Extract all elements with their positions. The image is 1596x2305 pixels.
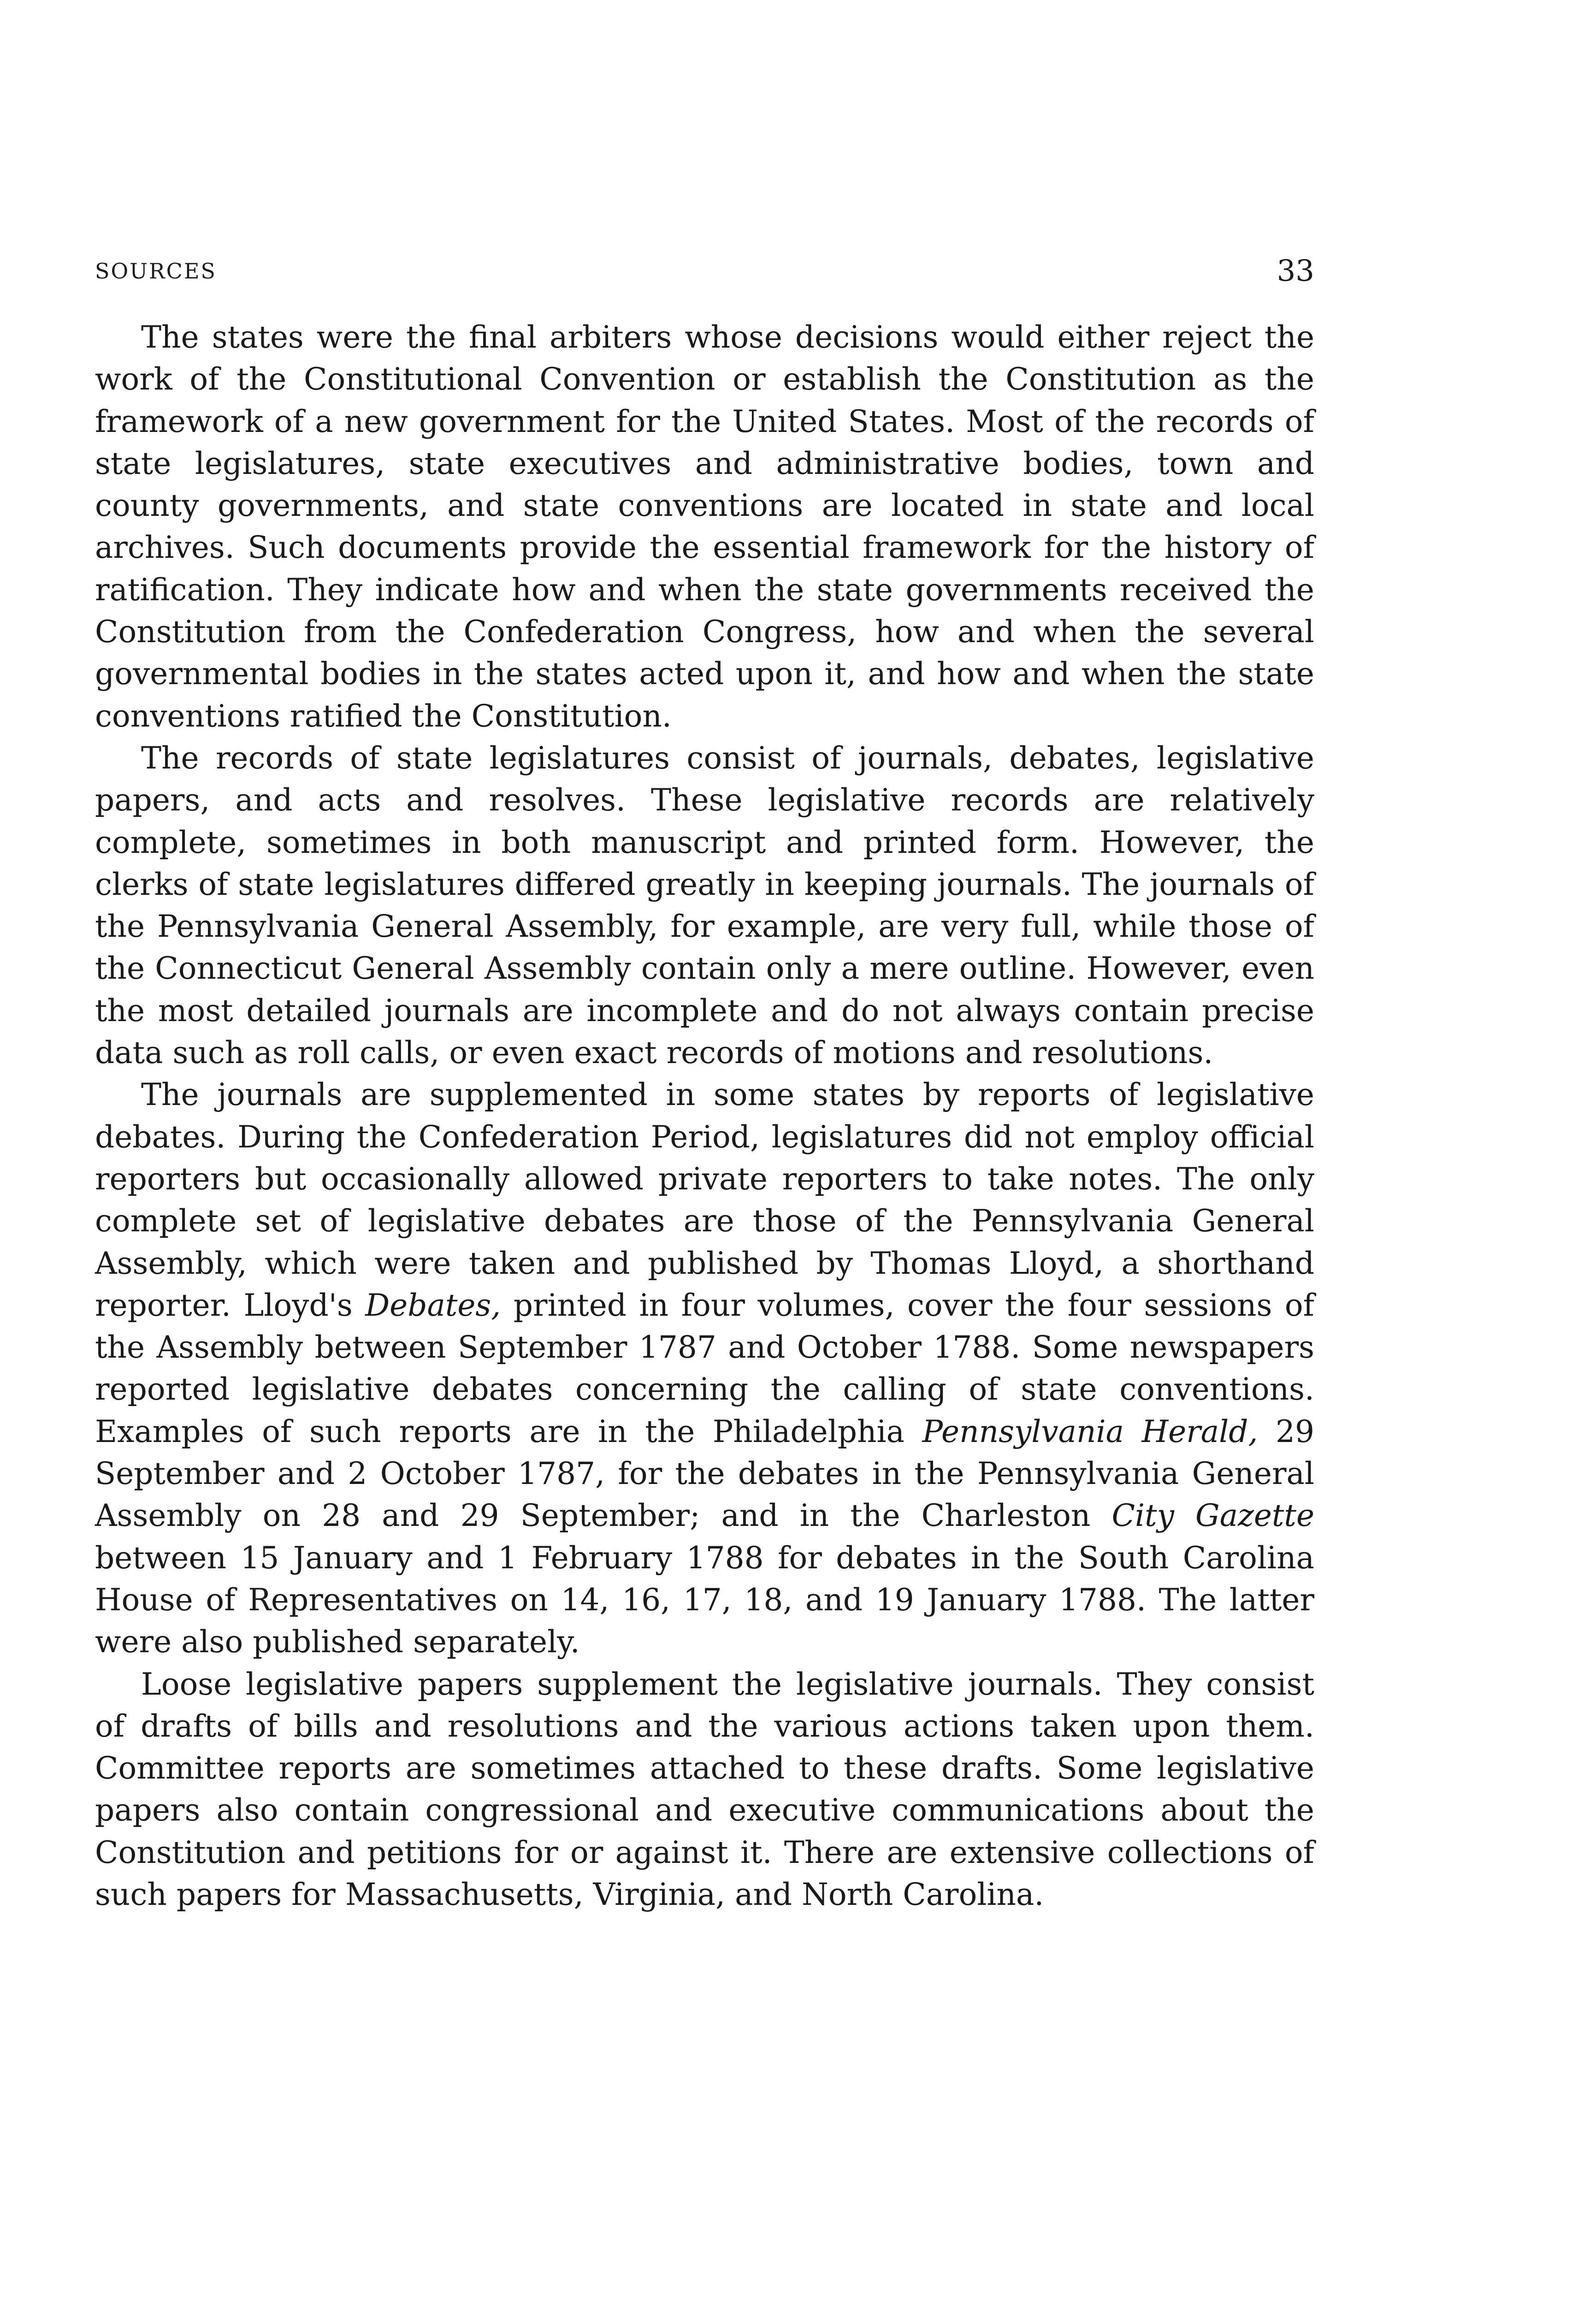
italic-title-city-gazette: City Gazette	[1111, 1498, 1315, 1534]
paragraph-loose-papers: Loose legislative papers supplement the legislative journals. They consist of drafts of bills and resolutions and the various actions taken upon them. Committee reports are sometimes attached to these drafts. Some legislative papers also contain congressional and executive communications about the Constitution and petitions for or against it. There are extensive collections of such papers for Massachusetts, Virginia, and North Carolina.	[95, 1666, 1314, 1912]
italic-title-pennsylvania-herald: Pennsylvania Herald,	[922, 1413, 1258, 1449]
debates-text-2: printed in four volumes, cover the four sessions of the Assembly between September 1787 and October 1788. Some newspapers reported legislative debates concerning the calling of state conventions. Examples of such reports are in the Philadelphia	[95, 1287, 1314, 1449]
page-number: 33	[1277, 254, 1314, 288]
italic-title-debates: Debates,	[365, 1287, 501, 1323]
debates-text-3: 29 September and 2 October 1787, for the debates in the Pennsylvania General Assembly on 28 and 29 September; and in the Charleston	[95, 1413, 1314, 1534]
running-title: SOURCES	[95, 259, 217, 284]
body-text	[95, 316, 1314, 1915]
paragraph-state-arbiters: The states were the final arbiters whose decisions would either reject the work of the Constitutional Convention or establish the Constitution as the framework of a new government for the United States. Most of the records of state legislatures, state executives and administrative bodies, town and county governments, and state conventions are located in state and local archives. Such documents provide the essential framework for the history of ratification. They indicate how and when the state governments received the Constitution from the Confederation Congress, how and when the several governmental bodies in the states acted upon it, and how and when the state conventions ratified the Constitution.	[95, 319, 1314, 734]
paragraph-legislative-debates	[95, 1074, 1314, 1663]
debates-text-1: The journals are supplemented in some states by reports of legislative debates. During the Confederation Period, legislatures did not employ official reporters but occasionally allowed private reporters to take notes. The only complete set of legislative debates are those of the Pennsylvania General Assembly, which were taken and published by Thomas Lloyd, a shorthand reporter. Lloyd's	[95, 1077, 1314, 1323]
debates-text-4: between 15 January and 1 February 1788 for debates in the South Carolina House of Representatives on 14, 16, 17, 18, and 19 January 1788. The latter were also published separately.	[95, 1540, 1314, 1660]
paragraph-legislative-records: The records of state legislatures consist of journals, debates, legislative papers, and acts and resolves. These legislative records are relatively complete, sometimes in both manuscript and printed form. However, the clerks of state legislatures differed greatly in keeping journals. The journals of the Pennsylvania General Assembly, for example, are very full, while those of the Connecticut General Assembly contain only a mere outline. However, even the most detailed journals are incomplete and do not always contain precise data such as roll calls, or even exact records of motions and resolutions.	[95, 740, 1314, 1071]
running-head	[95, 253, 1314, 290]
